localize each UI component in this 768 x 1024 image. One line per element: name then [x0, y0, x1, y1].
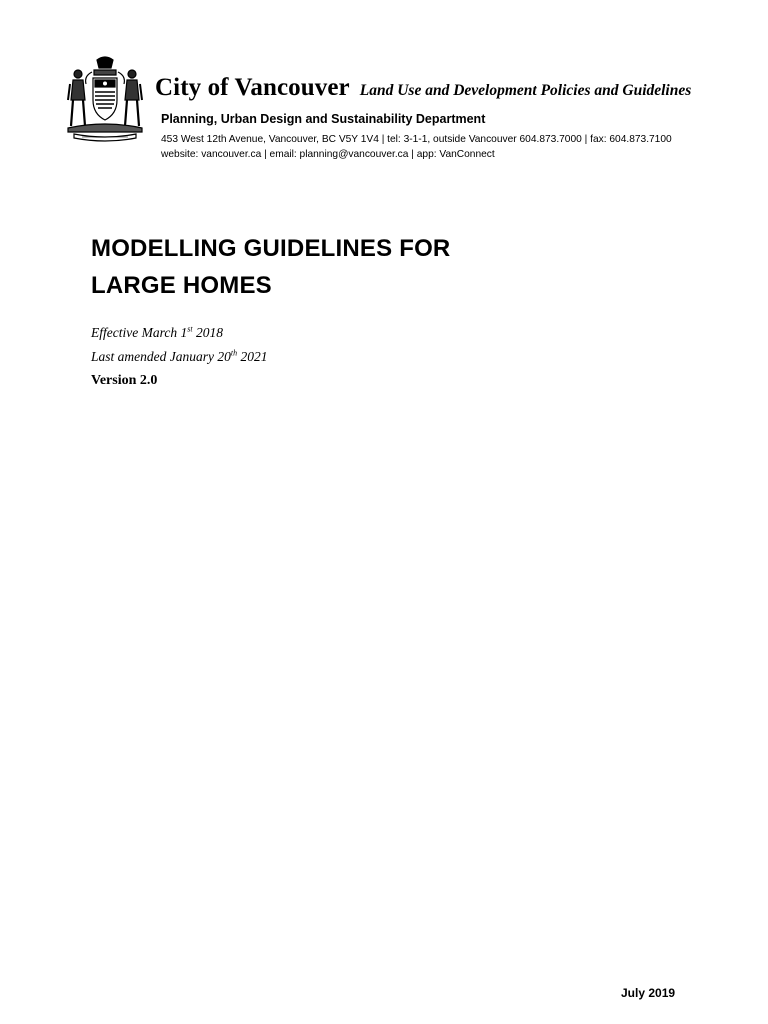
- amended-date-year: 2021: [237, 349, 268, 364]
- letterhead-title: [155, 74, 691, 102]
- effective-date-prefix: Effective March 1: [91, 325, 188, 340]
- coat-of-arms-icon: [64, 54, 146, 142]
- document-title-line-2: LARGE HOMES: [91, 272, 272, 299]
- effective-date: [91, 325, 223, 341]
- document-title-line-1: MODELLING GUIDELINES FOR: [91, 235, 451, 262]
- amended-date-ordinal: th: [230, 348, 238, 358]
- footer-date: July 2019: [621, 986, 676, 1000]
- effective-date-year: 2018: [192, 325, 223, 340]
- contact-web: website: vancouver.ca | email: planning@vancouver.ca | app: VanConnect: [161, 149, 495, 160]
- organization-name: City of Vancouver: [155, 74, 350, 101]
- amended-date: [91, 349, 267, 365]
- department-name: Planning, Urban Design and Sustainability Department: [161, 112, 486, 126]
- contact-address: 453 West 12th Avenue, Vancouver, BC V5Y 1V4 | tel: 3-1-1, outside Vancouver 604.873.7000 | fax: 604.873.7100: [161, 134, 672, 145]
- effective-date-ordinal: st: [187, 324, 193, 334]
- letterhead-tagline: Land Use and Development Policies and Guidelines: [359, 82, 692, 99]
- amended-date-prefix: Last amended January 20: [91, 349, 231, 364]
- document-version: Version 2.0: [91, 373, 158, 388]
